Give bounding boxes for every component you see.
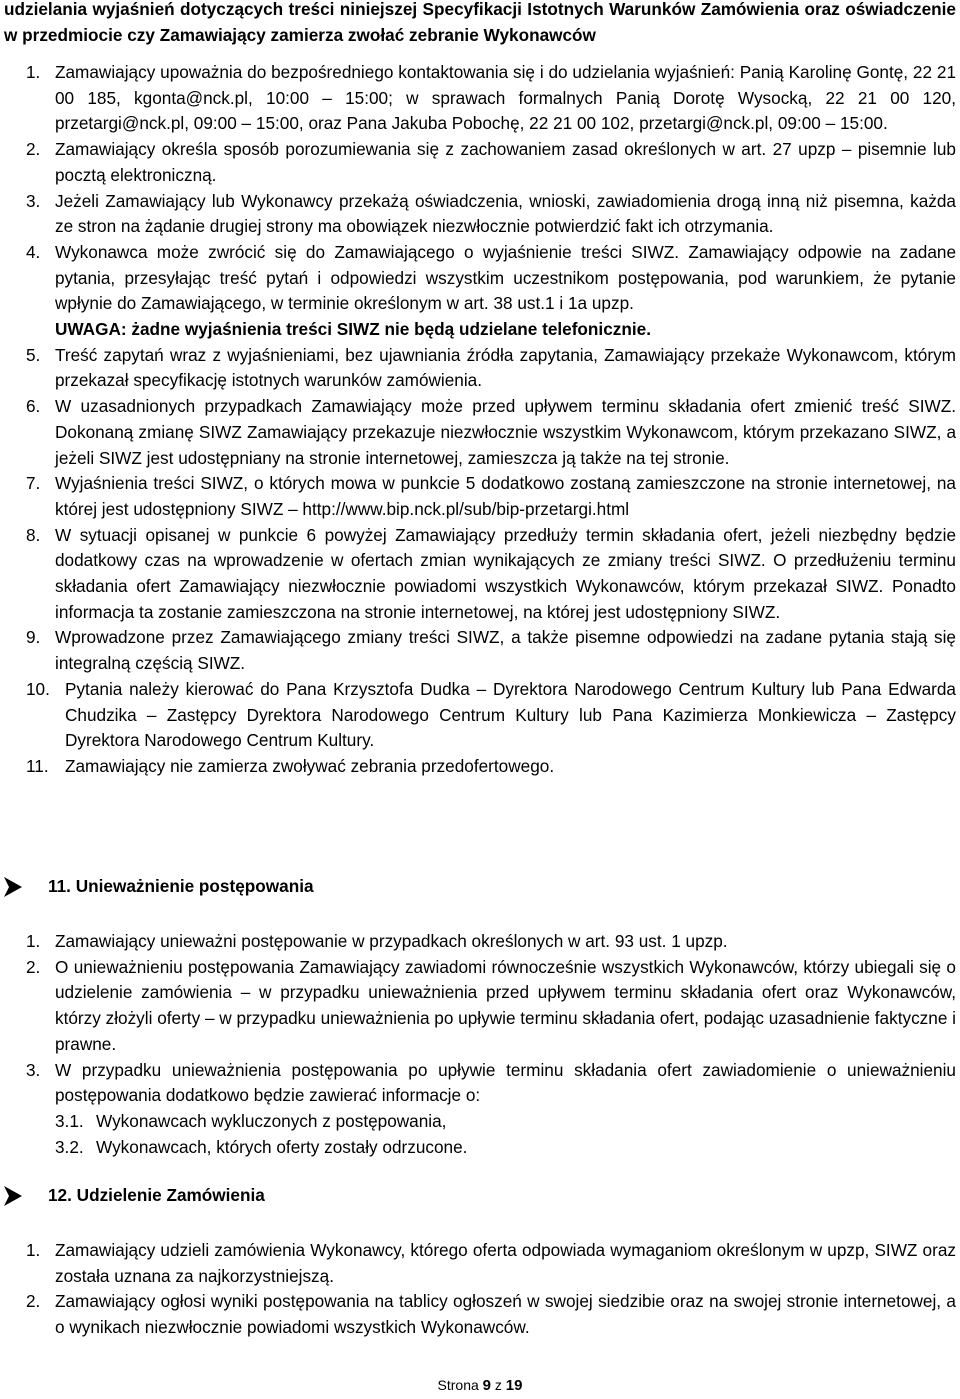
list-item: 9. Wprowadzone przez Zamawiającego zmiany treści SIWZ, a także pisemne odpowiedzi na zadane pytania stają się integralną częścią SIWZ.	[26, 627, 956, 674]
list-item: 2. O unieważnieniu postępowania Zamawiający zawiadomi równocześnie wszystkich Wykonawców, którzy ubiegali się o udzielenie zamówienia – w przypadku unieważnienia przed upływem terminu składania ofert oraz Wykonawców, którzy złożyli oferty – w przypadku unieważnienia po upływie terminu składania ofert, podając uzasadnienie faktyczne i prawne.	[26, 956, 956, 1054]
list-item: 7. Wyjaśnienia treści SIWZ, o których mowa w punkcie 5 dodatkowo zostaną zamieszczone na stronie internetowej, na której jest udostępniony SIWZ – http://www.bip.nck.pl/sub/bip-przetargi.html	[26, 473, 956, 519]
section10-list	[0, 60, 956, 780]
intro-paragraph: udzielania wyjaśnień dotyczących treści niniejszej Specyfikacji Istotnych Warunków Zamówienia oraz oświadczenie w przedmiocie czy Zamawiający zamierza zwołać zebranie Wykonawców	[4, 0, 956, 45]
list-item: 4. Wykonawca może zwrócić się do Zamawiającego o wyjaśnienie treści SIWZ. Zamawiający odpowie na zadane pytania, przesyłając treść pytań i odpowiedzi wszystkim uczestnikom postępowania, pod warunkiem, że pytanie wpłynie do Zamawiającego, w terminie określonym w art. 38 ust.1 i 1a upzp. UWAGA: żadne wyjaśnienia treści SIWZ nie będą udzielane telefonicznie.	[0, 240, 956, 343]
section12-list	[0, 1238, 956, 1341]
list-item: 1. Zamawiający udzieli zamówienia Wykonawcy, którego oferta odpowiada wymaganiom określonym w upzp, SIWZ oraz została uznana za najkorzystniejszą.	[26, 1240, 956, 1286]
list-item: 2. Zamawiający ogłosi wyniki postępowania na tablicy ogłoszeń w swojej siedzibie oraz na swojej stronie internetowej, a o wynikach niezwłocznie powiadomi wszystkich Wykonawców.	[26, 1291, 956, 1338]
sub-list-item: 3.2. Wykonawcach, których oferty zostały odrzucone.	[55, 1136, 468, 1157]
list-item: 5. Treść zapytań wraz z wyjaśnieniami, bez ujawniania źródła zapytania, Zamawiający przekaże Wykonawcom, którym przekazał specyfikację istotnych warunków zamówienia.	[26, 344, 956, 391]
sub-list-item: 3.1. Wykonawcach wykluczonych z postępowania,	[55, 1110, 447, 1131]
list-item: 11. Zamawiający nie zamierza zwoływać zebrania przedofertowego.	[26, 755, 555, 776]
section-heading-award: 12. Udzielenie Zamówienia	[0, 1183, 265, 1209]
section-heading-invalidation: 11. Unieważnienie postępowania	[0, 874, 314, 900]
list-item: 1. Zamawiający upoważnia do bezpośredniego kontaktowania się i do udzielania wyjaśnień: Panią Karolinę Gontę, 22 21 00 185, kgonta@nck.pl, 10:00 – 15:00; w sprawach formalnych Panią Dorotę Wysocką, 22 21 00 120, przetargi@nck.pl, 09:00 – 15:00, oraz Pana Jakuba Pobochę, 22 21 00 102, przetargi@nck.pl, 09:00 – 15:00.	[26, 62, 956, 134]
arrow-bullet-icon	[2, 1184, 24, 1208]
list-item: 3. W przypadku unieważnienia postępowania po upływie terminu składania ofert zawiadomienie o unieważnieniu postępowania dodatkowo będzie zawierać informacje o:	[26, 1059, 956, 1106]
list-item: 8. W sytuacji opisanej w punkcie 6 powyżej Zamawiający przedłuży termin składania ofert, jeżeli niezbędny będzie dodatkowy czas na wprowadzenie w ofertach zmian wynikających ze zmiany treści SIWZ. O przedłużeniu terminu składania ofert Zamawiający niezwłocznie powiadomi wszystkich Wykonawców, którym przekazał SIWZ. Ponadto informacja ta zostanie zamieszczona na stronie internetowej, na której jest udostępniony SIWZ.	[26, 524, 956, 622]
list-item: 3. Jeżeli Zamawiający lub Wykonawcy przekażą oświadczenia, wnioski, zawiadomienia drogą inną niż pisemna, każda ze stron na żądanie drugiej strony ma obowiązek niezwłocznie potwierdzić fakt ich otrzymania.	[26, 190, 956, 237]
list-item: 1. Zamawiający unieważni postępowanie w przypadkach określonych w art. 93 ust. 1 upzp.	[26, 931, 728, 951]
list-item: 6. W uzasadnionych przypadkach Zamawiający może przed upływem terminu składania ofert zmienić treść SIWZ. Dokonaną zmianę SIWZ Zamawiający przekazuje niezwłocznie wszystkim Wykonawcom, którym przekazano SIWZ, a jeżeli SIWZ jest udostępniany na stronie internetowej, zamieszcza ją także na tej stronie.	[26, 396, 956, 468]
list-item: 2. Zamawiający określa sposób porozumiewania się z zachowaniem zasad określonych w art. 27 upzp – pisemnie lub pocztą elektroniczną.	[26, 139, 956, 185]
warning-note: UWAGA: żadne wyjaśnienia treści SIWZ nie będą udzielane telefonicznie.	[55, 319, 651, 340]
list-item: 10. Pytania należy kierować do Pana Krzysztofa Dudka – Dyrektora Narodowego Centrum Kultury lub Pana Edwarda Chudzika – Zastępcy Dyrektora Narodowego Centrum Kultury lub Pana Kazimierza Monkiewicza – Zastępcy Dyrektora Narodowego Centrum Kultury.	[26, 678, 956, 751]
arrow-bullet-icon	[2, 875, 24, 899]
section11-list	[0, 929, 956, 1160]
page-footer: Strona 9 z 19	[437, 1377, 523, 1394]
